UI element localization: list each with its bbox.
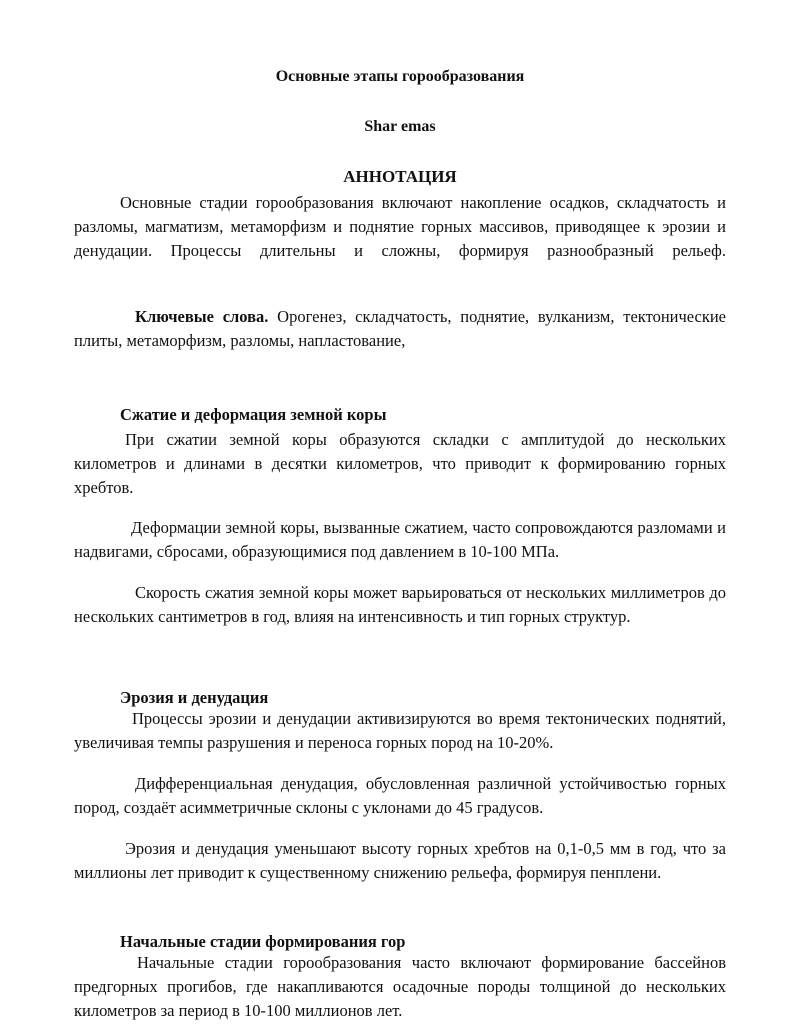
abstract-paragraph: Основные стадии горообразования включают накопление осадков, складчатость и разломы, магматизм, метаморфизм и поднятие горных массивов, приводящее к эрозии и денудации. Процессы длительны и сложны, формируя разнообразный рельеф.	[74, 193, 726, 260]
section-1-paragraph-2: Деформации земной коры, вызванные сжатием, часто сопровождаются разломами и надвигами, сбросами, образующимися под давлением в 10-100 МПа.	[74, 518, 726, 561]
keywords-paragraph	[74, 305, 726, 353]
document-page	[74, 0, 726, 1035]
section-1-paragraph-3: Скорость сжатия земной коры может варьироваться от нескольких миллиметров до нескольких сантиметров в год, влияя на интенсивность и тип горных структур.	[74, 583, 726, 626]
keywords-label: Ключевые слова.	[135, 307, 269, 326]
section-2-paragraph-2: Дифференциальная денудация, обусловленная различной устойчивостью горных пород, создаёт асимметричные склоны с уклонами до 45 градусов.	[74, 774, 726, 817]
document-author: Shar emas	[364, 118, 436, 135]
abstract-heading: АННОТАЦИЯ	[343, 167, 457, 186]
keywords-text: Орогенез, складчатость, поднятие, вулканизм, тектонические плиты, метаморфизм, разломы, напластование,	[74, 307, 726, 350]
section-heading-initial-stages: Начальные стадии формирования гор	[120, 932, 406, 951]
section-1-paragraph-1: При сжатии земной коры образуются складки с амплитудой до нескольких километров и длинами в десятки километров, что приводит к формированию горных хребтов.	[74, 430, 726, 497]
section-heading-erosion: Эрозия и денудация	[120, 688, 269, 707]
section-heading-compression: Сжатие и деформация земной коры	[120, 405, 387, 424]
section-2-paragraph-1: Процессы эрозии и денудации активизируются во время тектонических поднятий, увеличивая темпы разрушения и переноса горных пород на 10-20%.	[74, 709, 726, 752]
document-title: Основные этапы горообразования	[275, 68, 525, 85]
section-3-paragraph-1: Начальные стадии горообразования часто включают формирование бассейнов предгорных прогибов, где накапливаются осадочные породы толщиной до нескольких километров за период в 10-100 миллионов лет.	[74, 953, 726, 1020]
section-2-paragraph-3: Эрозия и денудация уменьшают высоту горных хребтов на 0,1-0,5 мм в год, что за миллионы лет приводит к существенному снижению рельефа, формируя пенплени.	[74, 839, 726, 882]
